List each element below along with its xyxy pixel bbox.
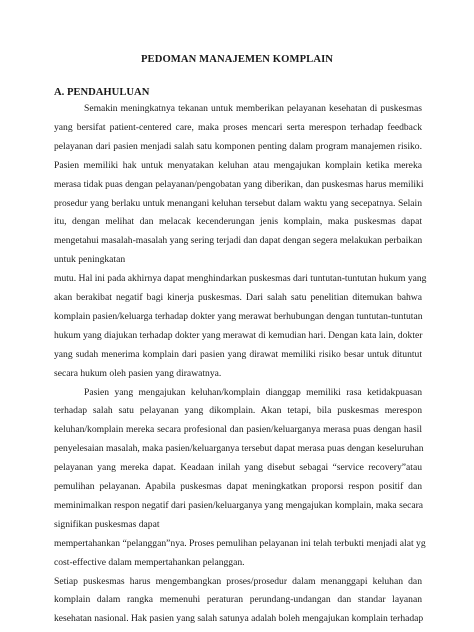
body-line: komplain dalam rangka memenuhi peraturan perundang-undangan dan standar layanan (54, 594, 422, 606)
body-line: secara hukum oleh pasien yang dirawatnya. (54, 367, 222, 379)
body-line: cost-effective dalam mempertahankan pelanggan. (54, 556, 245, 568)
body-line: merasa tidak puas dengan pelayanan/pengobatan yang diberikan, dan puskesmas harus memiliki (54, 178, 424, 190)
body-line: kesehatan nasional. Hak pasien yang salah satunya adalah boleh mengajukan komplain terhadap (54, 613, 424, 625)
body-line: mengetahui masalah-masalah yang sering terjadi dan dapat dengan segera melakukan perbaikan (54, 235, 423, 247)
body-line: yang sudah menerima komplain dari pasien yang dirawat memiliki risiko besar untuk dituntut (54, 348, 422, 360)
body-line: prosedur yang berlaku untuk menangani keluhan tersebut dalam waktu yang secepatnya. Selain (54, 197, 422, 209)
body-line: meminimalkan respon negatif dari pasien/keluarganya yang mengajukan komplain, maka secara (54, 499, 424, 511)
body-line: yang bersifat patient-centered care, maka proses mencari serta merespon terhadap feedback (54, 121, 422, 133)
body-line: hukum yang diajukan terhadap dokter yang merawat di kemudian hari. Dengan kata lain, dokter (54, 329, 423, 341)
body-line: pelayanan dari pasien menjadi salah satu komponen penting dalam program manajemen risiko. (54, 140, 422, 152)
body-line: Semakin meningkatnya tekanan untuk memberikan pelayanan kesehatan di puskesmas (84, 103, 422, 114)
body-line: itu, dengan melihat dan melacak kecenderungan jenis komplain, maka puskesmas dapat (54, 216, 422, 228)
body-line: untuk peningkatan (54, 254, 126, 266)
body-line: akan berakibat negatif bagi kinerja puskesmas. Dari salah satu penelitian ditemukan bahwa (54, 292, 422, 303)
body-line: Pasien yang mengajukan keluhan/komplain dianggap memiliki rasa ketidakpuasan (84, 386, 422, 398)
section-heading: A. PENDAHULUAN (54, 87, 150, 98)
body-line: Pasien memiliki hak untuk menyatakan keluhan atau mengajukan komplain ketika mereka (54, 159, 422, 171)
document-title: PEDOMAN MANAJEMEN KOMPLAIN (140, 54, 334, 65)
body-line: terhadap salah satu pelayanan yang dikomplain. Akan tetapi, bila puskesmas merespon (54, 405, 422, 417)
body-line: pemulihan pelayanan. Apabila puskesmas dapat meningkatkan proporsi respon positif dan (54, 481, 422, 492)
body-line: komplain pasien/keluarga terhadap dokter yang merawat berhubungan dengan tuntutan-tuntutan (54, 310, 423, 322)
body-line: keluhan/komplain mereka secara profesional dan pasien/keluarganya merasa puas dengan hasil (54, 424, 422, 436)
body-line: mempertahankan “pelanggan”nya. Proses pemulihan pelayanan ini telah terbukti menjadi alat yg (54, 537, 426, 549)
body-line: mutu. Hal ini pada akhirnya dapat menghindarkan puskesmas dari tuntutan-tuntutan hukum yang (54, 273, 427, 285)
body-line: signifikan puskesmas dapat (54, 518, 160, 530)
body-line: pelayanan yang mereka dapat. Keadaan inilah yang disebut sebagai “service recovery”atau (54, 462, 422, 474)
body-line: penyelesaian masalah, maka pasien/keluarganya tersebut dapat merasa puas dengan keseluruhan (54, 443, 424, 455)
body-line: Setiap puskesmas harus mengembangkan proses/prosedur dalam menanggapi keluhan dan (54, 575, 422, 587)
